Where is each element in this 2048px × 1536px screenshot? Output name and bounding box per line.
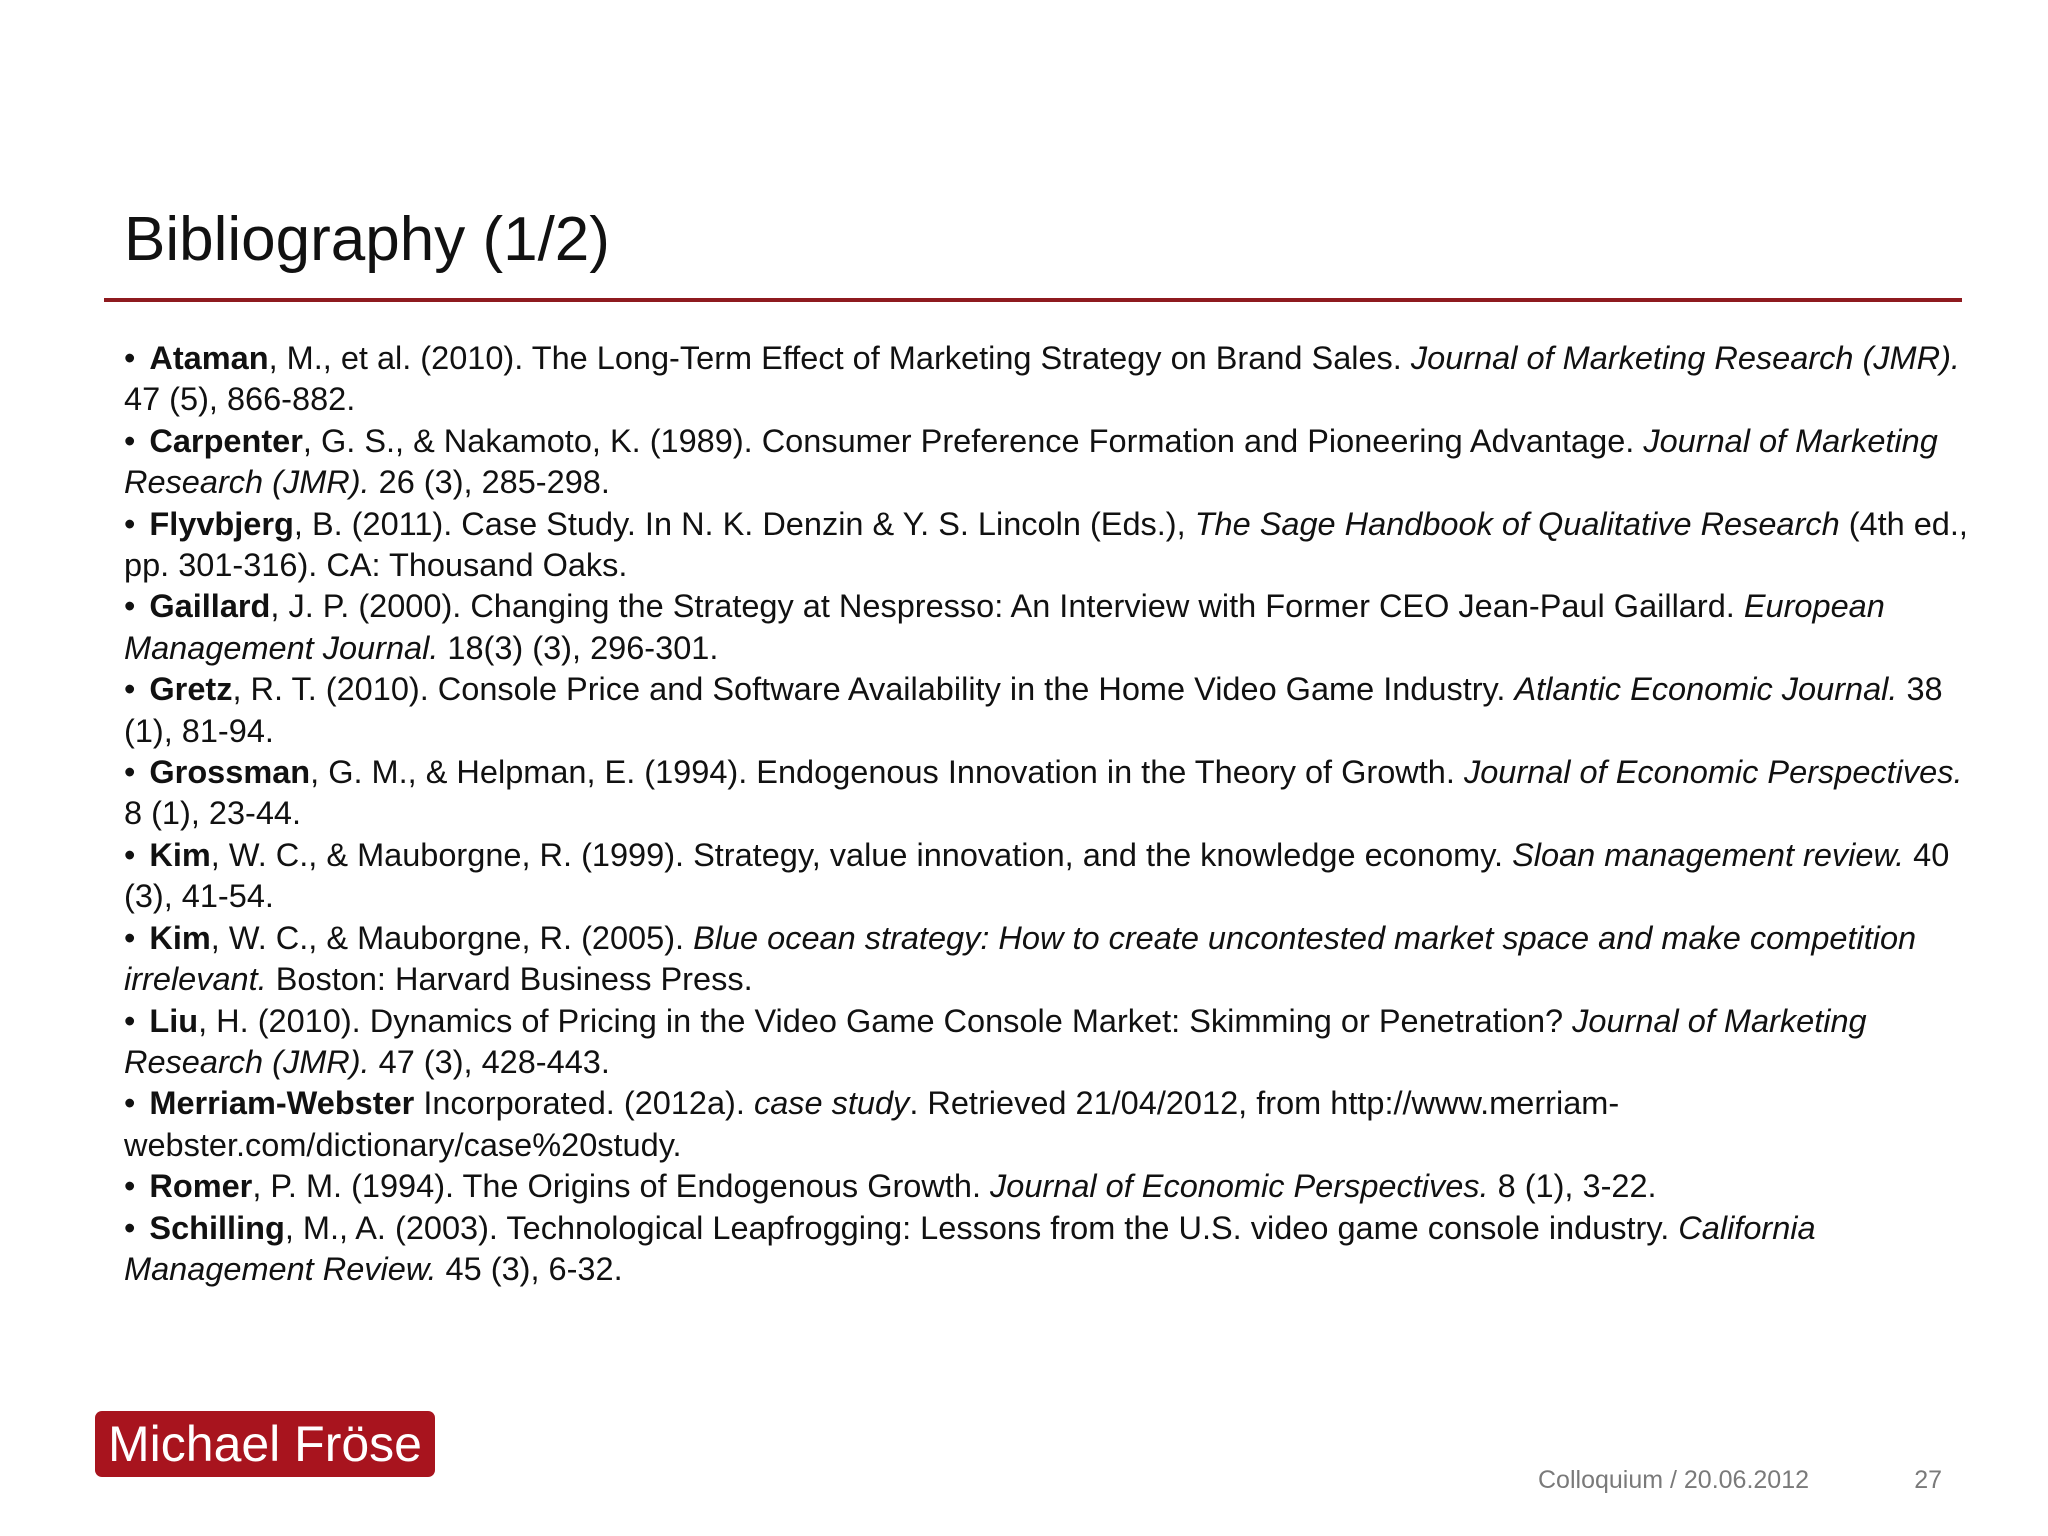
reference-citation: 47 (5), 866-882. bbox=[124, 381, 356, 418]
reference-item bbox=[124, 752, 1974, 835]
reference-author: Schilling bbox=[149, 1209, 285, 1246]
reference-source: Journal of Marketing Research (JMR). bbox=[1410, 340, 1960, 376]
reference-source: Journal of Economic Perspectives. bbox=[990, 1168, 1489, 1205]
reference-bullet: • bbox=[124, 1002, 136, 1039]
reference-source: Journal of Marketing Research (JMR). bbox=[124, 1002, 1867, 1080]
reference-details: , J. P. (2000). Changing the Strategy at Nespresso: An Interview with Former CEO Jean-Paul Gaillard. bbox=[270, 588, 1744, 625]
reference-source: Atlantic Economic Journal. bbox=[1514, 671, 1898, 708]
reference-source: Journal of Marketing Research (JMR). bbox=[124, 422, 1938, 501]
reference-item bbox=[124, 586, 1974, 669]
reference-bullet: • bbox=[124, 754, 136, 791]
reference-bullet: • bbox=[124, 1085, 136, 1122]
reference-citation: 45 (3), 6-32. bbox=[436, 1250, 623, 1287]
reference-citation: 18(3) (3), 296-301. bbox=[438, 629, 719, 666]
reference-author: Gretz bbox=[149, 671, 233, 708]
reference-bullet: • bbox=[124, 422, 136, 459]
reference-bullet: • bbox=[124, 340, 136, 376]
reference-citation: 40 (3), 41-54. bbox=[124, 836, 1950, 915]
reference-item bbox=[124, 338, 1974, 421]
reference-source: The Sage Handbook of Qualitative Research bbox=[1194, 505, 1840, 542]
reference-details: , B. (2011). Case Study. In N. K. Denzin & Y. S. Lincoln (Eds.), bbox=[293, 505, 1195, 542]
reference-citation: 26 (3), 285-298. bbox=[369, 464, 610, 501]
reference-bullet: • bbox=[124, 671, 136, 708]
reference-author: Ataman bbox=[149, 340, 269, 376]
reference-source: Sloan management review. bbox=[1512, 836, 1905, 873]
reference-author: Merriam-Webster bbox=[149, 1085, 415, 1122]
reference-details: , G. S., & Nakamoto, K. (1989). Consumer Preference Formation and Pioneering Advantage. bbox=[302, 422, 1644, 459]
reference-citation: (4th ed., pp. 301-316). CA: Thousand Oaks. bbox=[124, 505, 1968, 584]
reference-source: case study bbox=[753, 1085, 910, 1122]
reference-author: Gaillard bbox=[149, 588, 271, 625]
page-number: 27 bbox=[1914, 1466, 1942, 1494]
reference-item bbox=[124, 1208, 1974, 1291]
reference-details: Incorporated. (2012a). bbox=[414, 1085, 754, 1122]
reference-author: Flyvbjerg bbox=[149, 505, 294, 542]
reference-citation: 38 (1), 81-94. bbox=[124, 671, 1943, 749]
slide-title: Bibliography (1/2) bbox=[124, 205, 610, 274]
reference-citation: 8 (1), 3-22. bbox=[1488, 1168, 1657, 1205]
reference-author: Kim bbox=[149, 919, 211, 956]
reference-details: , R. T. (2010). Console Price and Software Availability in the Home Video Game Industry. bbox=[232, 671, 1515, 708]
reference-bullet: • bbox=[124, 1168, 136, 1205]
reference-item bbox=[124, 1083, 1974, 1166]
reference-citation: 8 (1), 23-44. bbox=[124, 795, 302, 832]
reference-author: Liu bbox=[149, 1002, 199, 1039]
reference-details: , M., et al. (2010). The Long-Term Effect of Marketing Strategy on Brand Sales. bbox=[268, 340, 1411, 376]
reference-item bbox=[124, 1166, 1974, 1207]
reference-citation: 47 (3), 428-443. bbox=[369, 1043, 610, 1080]
reference-details: , G. M., & Helpman, E. (1994). Endogenous Innovation in the Theory of Growth. bbox=[310, 754, 1464, 791]
reference-details: , H. (2010). Dynamics of Pricing in the Video Game Console Market: Skimming or Penetration? bbox=[198, 1002, 1573, 1039]
reference-bullet: • bbox=[124, 505, 136, 542]
reference-item bbox=[124, 504, 1974, 587]
reference-details: , W. C., & Mauborgne, R. (2005). bbox=[210, 919, 694, 956]
reference-bullet: • bbox=[124, 1209, 136, 1246]
reference-bullet: • bbox=[124, 919, 136, 956]
reference-details: , M., A. (2003). Technological Leapfrogging: Lessons from the U.S. video game console industry. bbox=[284, 1209, 1679, 1246]
reference-item bbox=[124, 835, 1974, 918]
presenter-badge: Michael Fröse bbox=[95, 1411, 435, 1477]
title-divider bbox=[104, 298, 1962, 302]
reference-item bbox=[124, 1001, 1974, 1084]
reference-author: Grossman bbox=[149, 754, 311, 791]
reference-author: Romer bbox=[149, 1168, 253, 1205]
footer-event-date: Colloquium / 20.06.2012 bbox=[1538, 1466, 1810, 1494]
reference-source: Blue ocean strategy: How to create uncontested market space and make competition irrelevant. bbox=[124, 919, 1917, 998]
reference-item bbox=[124, 669, 1974, 752]
reference-list bbox=[124, 338, 1974, 1290]
reference-bullet: • bbox=[124, 588, 136, 625]
reference-item bbox=[124, 918, 1974, 1001]
reference-bullet: • bbox=[124, 836, 136, 873]
reference-details: , P. M. (1994). The Origins of Endogenous Growth. bbox=[252, 1168, 991, 1205]
reference-source: European Management Journal. bbox=[124, 588, 1885, 666]
reference-author: Kim bbox=[149, 836, 211, 873]
reference-details: , W. C., & Mauborgne, R. (1999). Strategy, value innovation, and the knowledge economy. bbox=[210, 836, 1513, 873]
reference-author: Carpenter bbox=[149, 422, 303, 459]
reference-citation: Boston: Harvard Business Press. bbox=[266, 961, 753, 998]
reference-source: Journal of Economic Perspectives. bbox=[1463, 754, 1963, 791]
reference-item bbox=[124, 421, 1974, 504]
reference-citation: . Retrieved 21/04/2012, from http://www.merriam-webster.com/dictionary/case%20study. bbox=[124, 1085, 1620, 1163]
reference-source: California Management Review. bbox=[124, 1209, 1816, 1287]
